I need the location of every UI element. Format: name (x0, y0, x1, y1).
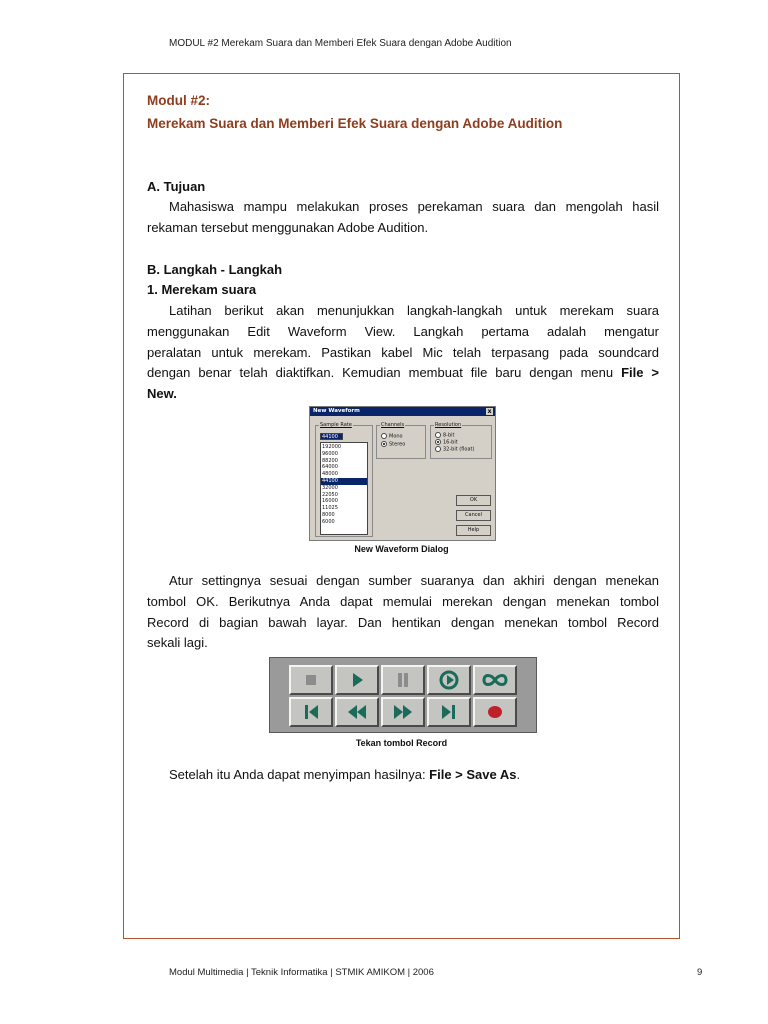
go-to-end-button[interactable] (427, 697, 471, 727)
sample-rate-option[interactable]: 32000 (322, 484, 338, 491)
sample-rate-option[interactable]: 96000 (322, 450, 338, 457)
radio-mono[interactable] (381, 433, 403, 440)
subsection-heading: 1. Merekam suara (147, 282, 257, 297)
resolution-group (430, 422, 492, 459)
steps-paragraph-1 (147, 301, 659, 405)
sample-rate-option[interactable]: 48000 (322, 471, 338, 478)
paragraph-line: Atur settingnya sesuai dengan sumber suaranya dan akhiri dengan menekan (169, 573, 659, 588)
stop-button[interactable] (289, 665, 333, 695)
sample-rate-input[interactable]: 44100 (320, 433, 343, 440)
radio-16bit[interactable] (435, 439, 458, 446)
rewind-button[interactable] (335, 697, 379, 727)
sample-rate-option[interactable]: 64000 (322, 464, 338, 471)
radio-button-icon (435, 439, 441, 445)
section-a-heading: A. Tujuan (147, 179, 206, 194)
sample-rate-option[interactable]: 88200 (322, 457, 338, 464)
paragraph-line: Record di bagian bawah layar. Dan hentikan dengan menekan tombol Record (147, 614, 659, 630)
paragraph-line: tombol OK. Berikutnya Anda dapat memulai merekan dengan menekan tombol (147, 593, 659, 609)
paragraph-line: sekali lagi. (147, 635, 208, 651)
radio-label: 8-bit (443, 432, 455, 439)
sample-rate-list[interactable] (320, 442, 368, 535)
sample-rate-option[interactable]: 16000 (322, 498, 338, 505)
sample-rate-option[interactable]: 6000 (322, 518, 335, 525)
paragraph-text: Setelah itu Anda dapat menyimpan hasilnya: (169, 767, 430, 782)
go-to-start-button[interactable] (289, 697, 333, 727)
paragraph-line: Mahasiswa mampu melakukan proses perekaman suara dan mengolah hasil (169, 199, 659, 214)
loop-button[interactable] (473, 665, 517, 695)
dialog-title-bar (310, 407, 495, 416)
channels-group (376, 422, 426, 459)
page-number: 9 (697, 967, 703, 978)
radio-button-icon (435, 446, 441, 452)
loop-icon (482, 673, 508, 687)
paragraph-line: Latihan berikut akan menunjukkan langkah-langkah untuk merekam suara (169, 303, 659, 318)
menu-path-bold: File > (621, 365, 659, 381)
paragraph-text: dengan benar telah diaktifkan. Kemudian membuat file baru dengan menu (147, 365, 622, 381)
help-button[interactable]: Help (456, 525, 491, 536)
sample-rate-option[interactable]: 22050 (322, 491, 338, 498)
play-button[interactable] (335, 665, 379, 695)
channels-label: Channels (381, 422, 405, 428)
play-to-end-icon (439, 670, 459, 690)
menu-path-bold: File > Save As (429, 767, 517, 782)
pause-button[interactable] (381, 665, 425, 695)
dialog-title: New Waveform (313, 408, 360, 414)
footer-text: Modul Multimedia | Teknik Informatika | STMIK AMIKOM | 2006 (169, 967, 434, 978)
stop-icon (304, 673, 318, 687)
radio-label: 16-bit (443, 439, 458, 446)
paragraph-line (147, 384, 659, 405)
transport-toolbar (269, 657, 537, 733)
radio-32bit[interactable] (435, 446, 474, 453)
radio-button-icon (381, 441, 387, 447)
running-header: MODUL #2 Merekam Suara dan Memberi Efek Suara dengan Adobe Audition (169, 38, 512, 49)
sample-rate-option[interactable]: 44100 (321, 478, 367, 485)
sample-rate-group (315, 422, 373, 537)
paragraph-end: . (516, 767, 521, 782)
radio-button-icon (381, 433, 387, 439)
radio-button-icon (435, 432, 441, 438)
paragraph-line: rekaman tersebut menggunakan Adobe Audition. (147, 219, 429, 235)
sample-rate-option[interactable]: 8000 (322, 511, 335, 518)
menu-path-bold: New. (147, 386, 177, 402)
paragraph-line (147, 765, 659, 786)
record-icon (486, 704, 504, 720)
paragraph-line: peralatan untuk merekam. Pastikan kabel Mic telah terpasang pada soundcard (147, 344, 659, 360)
dialog-caption: New Waveform Dialog (354, 544, 449, 554)
ok-button[interactable]: OK (456, 495, 491, 506)
resolution-label: Resolution (435, 422, 462, 428)
fast-forward-button[interactable] (381, 697, 425, 727)
section-a-paragraph (147, 197, 659, 239)
save-paragraph (147, 765, 659, 786)
radio-label: 32-bit (float) (443, 446, 475, 453)
paragraph-line (147, 363, 659, 384)
module-title: Merekam Suara dan Memberi Efek Suara dengan Adobe Audition (147, 116, 563, 131)
go-to-end-icon (441, 704, 457, 720)
rewind-icon (346, 704, 368, 720)
sample-rate-label: Sample Rate (320, 422, 352, 428)
record-button[interactable] (473, 697, 517, 727)
steps-paragraph-2 (147, 571, 659, 654)
module-label: Modul #2: (147, 93, 210, 108)
close-icon[interactable]: x (487, 408, 492, 415)
paragraph-line: menggunakan Edit Waveform View. Langkah pertama adalah mengatur (147, 323, 659, 339)
radio-label: Mono (389, 433, 403, 440)
section-b-heading: B. Langkah - Langkah (147, 262, 283, 277)
cancel-button[interactable]: Cancel (456, 510, 491, 521)
play-to-end-button[interactable] (427, 665, 471, 695)
pause-icon (396, 672, 410, 688)
radio-stereo[interactable] (381, 441, 405, 448)
radio-label: Stereo (389, 441, 406, 448)
play-icon (350, 672, 364, 688)
radio-8bit[interactable] (435, 432, 455, 439)
sample-rate-option[interactable]: 11025 (322, 505, 338, 512)
toolbar-caption: Tekan tombol Record (355, 738, 448, 748)
go-to-start-icon (303, 704, 319, 720)
new-waveform-dialog (309, 406, 496, 541)
sample-rate-option[interactable]: 192000 (322, 444, 342, 450)
fast-forward-icon (392, 704, 414, 720)
